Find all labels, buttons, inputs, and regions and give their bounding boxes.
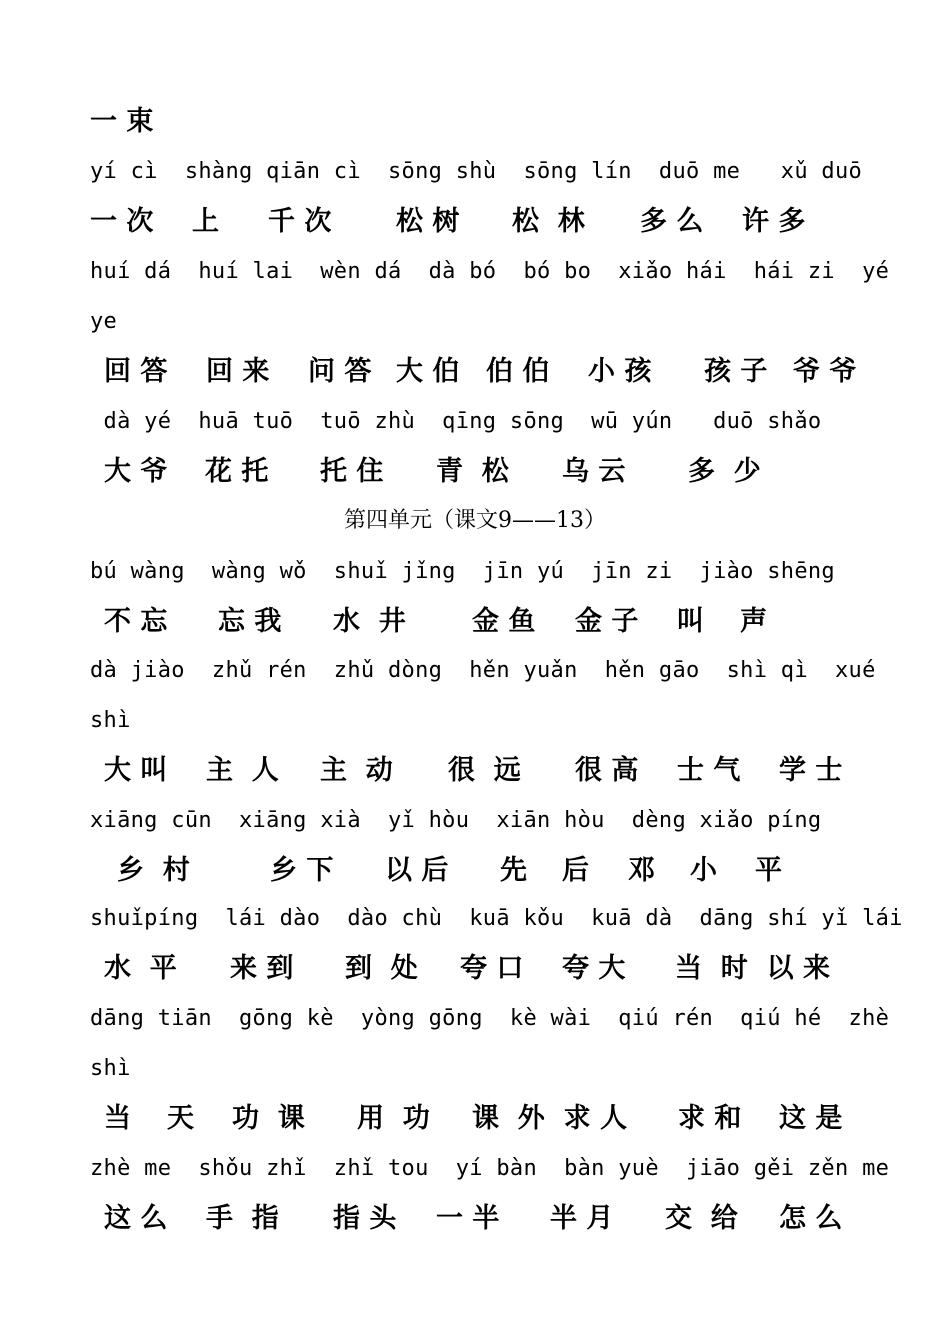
hanzi-word: 不 忘 xyxy=(104,606,168,637)
hanzi-word: 当 时 以 来 xyxy=(675,953,830,984)
pinyin-row: bú wàng wàng wǒ shuǐ jǐng jīn yú jīn zi jiào shēng xyxy=(90,559,835,584)
hanzi-word: 到 处 xyxy=(345,953,418,984)
hanzi-word: 这 么 xyxy=(104,1203,168,1234)
hanzi-word: 松 林 xyxy=(512,206,585,237)
hanzi-word: 上 xyxy=(192,206,219,237)
hanzi-word: 小 孩 xyxy=(588,356,652,387)
hanzi-word: 回 来 xyxy=(206,356,270,387)
hanzi-word: 这 是 xyxy=(779,1103,843,1134)
pinyin-row: dà yé huā tuō tuō zhù qīng sōng wū yún duō shǎo xyxy=(90,409,822,434)
hanzi-word: 课 外 求 人 xyxy=(472,1103,627,1134)
hanzi-word: 学 士 xyxy=(779,755,843,786)
pinyin-row: ye xyxy=(90,309,118,334)
hanzi-word: 乡 下 xyxy=(270,855,334,886)
pinyin-row: shuǐpíng lái dào dào chù kuā kǒu kuā dà dāng shí yǐ lái xyxy=(90,906,903,931)
hanzi-word: 回 答 xyxy=(104,356,168,387)
hanzi-word: 多 么 xyxy=(640,206,704,237)
hanzi-word: 声 xyxy=(740,606,767,637)
hanzi-word: 乌 云 xyxy=(562,456,626,487)
pinyin-row: dà jiào zhǔ rén zhǔ dòng hěn yuǎn hěn gāo shì qì xué xyxy=(90,658,876,683)
hanzi-word: 先 xyxy=(500,855,527,886)
hanzi-word: 伯 伯 xyxy=(486,356,550,387)
hanzi-word: 邓 xyxy=(628,855,655,886)
hanzi-word: 很 远 xyxy=(448,755,521,786)
hanzi-word: 交 给 xyxy=(665,1203,738,1234)
hanzi-word: 叫 xyxy=(677,606,704,637)
pinyin-row: huí dá huí lai wèn dá dà bó bó bo xiǎo hái hái zi yé xyxy=(90,259,890,284)
hanzi-word: 一 半 xyxy=(436,1203,500,1234)
hanzi-word: 后 xyxy=(562,855,589,886)
hanzi-word: 花 托 xyxy=(205,456,269,487)
hanzi-word: 怎 么 xyxy=(779,1203,843,1234)
hanzi-word: 当 xyxy=(104,1103,131,1134)
hanzi-word: 多 少 xyxy=(688,456,761,487)
hanzi-word: 一 束 xyxy=(90,106,154,137)
hanzi-word: 夸 大 xyxy=(562,953,626,984)
hanzi-word: 主 动 xyxy=(320,755,393,786)
hanzi-word: 来 到 xyxy=(230,953,294,984)
hanzi-word: 托 住 xyxy=(320,456,384,487)
hanzi-word: 金 子 xyxy=(575,606,639,637)
hanzi-word: 水 井 xyxy=(333,606,406,637)
unit-heading: 第四单元（课文9——13） xyxy=(344,508,606,533)
hanzi-word: 很 高 xyxy=(575,755,639,786)
hanzi-word: 水 平 xyxy=(104,953,177,984)
hanzi-word: 平 xyxy=(755,855,782,886)
hanzi-word: 士 气 xyxy=(677,755,741,786)
pinyin-row: xiāng cūn xiāng xià yǐ hòu xiān hòu dèng xiǎo píng xyxy=(90,808,822,833)
hanzi-word: 一 次 xyxy=(90,206,154,237)
pinyin-row: shì xyxy=(90,708,131,733)
hanzi-word: 大 叫 xyxy=(104,755,168,786)
hanzi-word: 主 人 xyxy=(206,755,279,786)
hanzi-word: 孩 子 xyxy=(704,356,768,387)
hanzi-word: 指 头 xyxy=(333,1203,397,1234)
hanzi-word: 夸 口 xyxy=(460,953,524,984)
hanzi-word: 大 伯 xyxy=(396,356,460,387)
hanzi-word: 半 月 xyxy=(550,1203,614,1234)
hanzi-word: 求 和 xyxy=(678,1103,742,1134)
hanzi-word: 功 课 xyxy=(232,1103,305,1134)
hanzi-word: 乡 村 xyxy=(117,855,190,886)
hanzi-word: 以 后 xyxy=(385,855,449,886)
hanzi-word: 用 功 xyxy=(357,1103,430,1134)
hanzi-word: 爷 爷 xyxy=(793,356,857,387)
hanzi-word: 小 xyxy=(690,855,717,886)
hanzi-word: 许 多 xyxy=(742,206,806,237)
hanzi-word: 千 次 xyxy=(268,206,332,237)
hanzi-word: 青 松 xyxy=(436,456,509,487)
pinyin-row: zhè me shǒu zhǐ zhǐ tou yí bàn bàn yuè jiāo gěi zěn me xyxy=(90,1156,890,1181)
hanzi-word: 问 答 xyxy=(308,356,372,387)
hanzi-word: 松 树 xyxy=(396,206,460,237)
pinyin-row: yí cì shàng qiān cì sōng shù sōng lín duō me xǔ duō xyxy=(90,159,863,184)
hanzi-word: 手 指 xyxy=(206,1203,279,1234)
pinyin-row: shì xyxy=(90,1056,131,1081)
hanzi-word: 天 xyxy=(167,1103,194,1134)
hanzi-word: 忘 我 xyxy=(218,606,282,637)
pinyin-row: dāng tiān gōng kè yòng gōng kè wài qiú rén qiú hé zhè xyxy=(90,1006,890,1031)
hanzi-word: 金 鱼 xyxy=(472,606,536,637)
hanzi-word: 大 爷 xyxy=(104,456,168,487)
